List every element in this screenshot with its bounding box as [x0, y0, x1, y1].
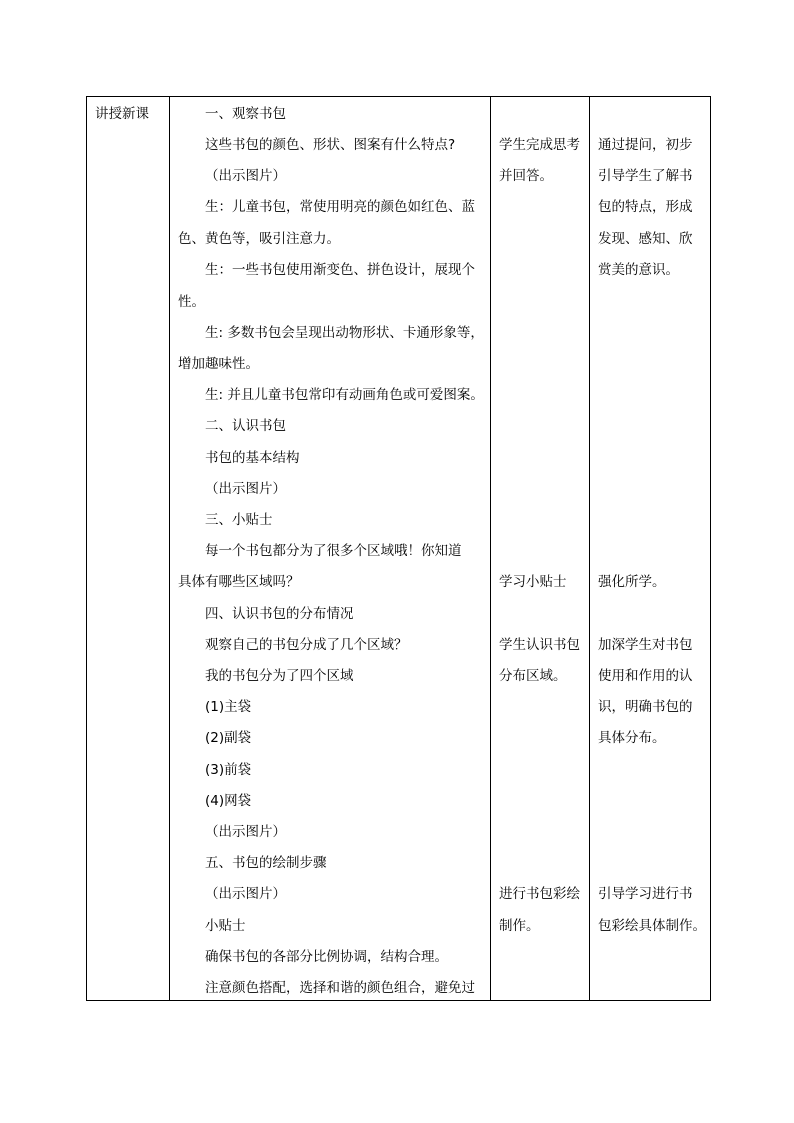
intent-line: 引导学习进行书 [598, 886, 693, 902]
content-line: （出示图片） [205, 824, 286, 840]
design-intent-column [590, 97, 711, 1001]
content-line: 性。 [178, 294, 205, 310]
section-heading: 三、小贴士 [205, 512, 273, 528]
content-line: 具体有哪些区域吗？ [178, 574, 300, 590]
list-item: (1)主袋 [205, 699, 252, 715]
content-line: 小贴士 [205, 918, 246, 934]
intent-line: 识，明确书包的 [598, 699, 693, 715]
content-line: （出示图片） [205, 886, 286, 902]
activity-line: 进行书包彩绘 [499, 886, 580, 902]
intent-line: 赏美的意识。 [598, 262, 679, 278]
content-line: （出示图片） [205, 481, 286, 497]
content-line: 生: 并且儿童书包常印有动画角色或可爱图案。 [205, 387, 484, 403]
content-line: （出示图片） [205, 168, 286, 184]
content-line: 生：儿童书包，常使用明亮的颜色如红色、蓝 [205, 199, 475, 215]
intent-line: 具体分布。 [598, 730, 666, 746]
content-line: 确保书包的各部分比例协调，结构合理。 [205, 949, 448, 965]
content-line: 色、黄色等，吸引注意力。 [178, 231, 340, 247]
section-heading: 四、认识书包的分布情况 [205, 606, 354, 622]
content-line: 注意颜色搭配，选择和谐的颜色组合，避免过 [205, 980, 475, 996]
activity-line: 并回答。 [499, 168, 553, 184]
student-activity-column [491, 97, 590, 1001]
section-heading: 五、书包的绘制步骤 [205, 855, 327, 871]
content-line: 增加趣味性。 [178, 356, 259, 372]
content-line: 每一个书包都分为了很多个区域哦！你知道 [205, 543, 462, 559]
activity-line: 分布区域。 [499, 668, 567, 684]
intent-line: 发现、感知、欣 [598, 231, 693, 247]
list-item: (2)副袋 [205, 730, 252, 746]
table-row [87, 97, 711, 1001]
stage-label: 讲授新课 [95, 106, 149, 122]
activity-line: 学生认识书包 [499, 637, 580, 653]
intent-line: 加深学生对书包 [598, 637, 693, 653]
intent-line: 包的特点，形成 [598, 199, 693, 215]
section-heading: 一、观察书包 [205, 106, 286, 122]
content-line: 生：一些书包使用渐变色、拼色设计，展现个 [205, 262, 475, 278]
list-item: (3)前袋 [205, 762, 252, 778]
content-line: 我的书包分为了四个区域 [205, 668, 354, 684]
content-line: 这些书包的颜色、形状、图案有什么特点? [205, 137, 456, 153]
content-line: 书包的基本结构 [205, 450, 300, 466]
intent-line: 使用和作用的认 [598, 668, 693, 684]
intent-line: 通过提问，初步 [598, 137, 693, 153]
content-line: 观察自己的书包分成了几个区域？ [205, 637, 408, 653]
intent-line: 强化所学。 [598, 574, 666, 590]
lesson-plan-table [86, 96, 711, 1001]
activity-line: 制作。 [499, 918, 540, 934]
stage-column [87, 97, 170, 1001]
activity-line: 学生完成思考 [499, 137, 580, 153]
section-heading: 二、认识书包 [205, 418, 286, 434]
intent-line: 引导学生了解书 [598, 168, 693, 184]
content-line: 生: 多数书包会呈现出动物形状、卡通形象等， [205, 325, 484, 341]
intent-line: 包彩绘具体制作。 [598, 918, 706, 934]
teacher-content-column [170, 97, 491, 1001]
list-item: (4)网袋 [205, 793, 252, 809]
activity-line: 学习小贴士 [499, 574, 567, 590]
